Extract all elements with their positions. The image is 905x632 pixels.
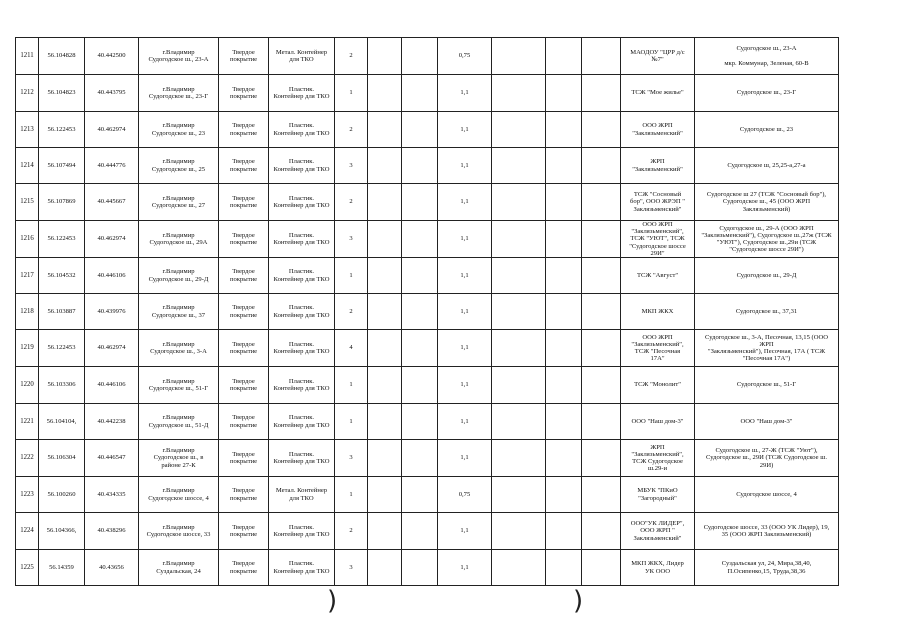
cell-empty-col-8	[368, 513, 402, 550]
cell-row-number: 1212	[16, 75, 39, 112]
cell-responsible-organization: МКП ЖКХ	[621, 294, 695, 330]
cell-empty-col-12	[546, 148, 582, 184]
cell-empty-col-13	[582, 367, 621, 404]
cell-row-number: 1223	[16, 477, 39, 513]
cell-address: г.Владимир Судогодское ш., 29-Д	[139, 258, 219, 294]
cell-longitude: 40.43656	[85, 550, 139, 586]
cell-served-addresses: Судогодское шоссе, 33 (ООО УК Лидер), 19, 35 (ООО ЖРП Заклязьменский)	[695, 513, 839, 550]
cell-responsible-organization: ТСЖ "Мое жилье"	[621, 75, 695, 112]
cell-address: г.Владимир Судогодское ш., 23-А	[139, 38, 219, 75]
cell-empty-col-12	[546, 513, 582, 550]
cell-empty-col-8	[368, 38, 402, 75]
cell-longitude: 40.445667	[85, 184, 139, 221]
cell-responsible-organization: ЖРП "Заклязьменский"	[621, 148, 695, 184]
cell-empty-col-11	[492, 112, 546, 148]
cell-responsible-organization: ООО ЖРП "Заклязьменский", ТСЖ "Песочная 17А"	[621, 330, 695, 367]
cell-container-volume: 1,1	[438, 367, 492, 404]
cell-address: г.Владимир Судогодское шоссе, 33	[139, 513, 219, 550]
cell-longitude: 40.462974	[85, 221, 139, 258]
cell-latitude: 56.104104,	[39, 404, 85, 440]
cell-address: г.Владимир Судогодское ш., в районе 27-К	[139, 440, 219, 477]
cell-container-type: Метал. Контейнер для ТКО	[269, 477, 335, 513]
cell-surface-type: Твердое покрытие	[219, 550, 269, 586]
cell-empty-col-8	[368, 258, 402, 294]
cell-empty-col-11	[492, 477, 546, 513]
cell-empty-col-12	[546, 477, 582, 513]
cell-longitude: 40.446106	[85, 258, 139, 294]
cell-latitude: 56.104366,	[39, 513, 85, 550]
cell-longitude: 40.442500	[85, 38, 139, 75]
cell-empty-col-11	[492, 550, 546, 586]
table-row	[16, 330, 839, 367]
cell-longitude: 40.442238	[85, 404, 139, 440]
cell-container-count: 1	[335, 75, 368, 112]
cell-container-count: 1	[335, 367, 368, 404]
cell-container-type: Пластик. Контейнер для ТКО	[269, 330, 335, 367]
page-mark-right: )	[573, 586, 584, 616]
cell-container-count: 3	[335, 440, 368, 477]
cell-container-type: Пластик. Контейнер для ТКО	[269, 184, 335, 221]
cell-row-number: 1219	[16, 330, 39, 367]
cell-empty-col-9	[402, 258, 438, 294]
cell-latitude: 56.122453	[39, 330, 85, 367]
cell-served-addresses: Судогодское ш., 23-Г	[695, 75, 839, 112]
cell-container-count: 2	[335, 112, 368, 148]
cell-address: г.Владимир Судогодское ш., 27	[139, 184, 219, 221]
cell-surface-type: Твердое покрытие	[219, 404, 269, 440]
cell-container-count: 3	[335, 221, 368, 258]
cell-latitude: 56.104532	[39, 258, 85, 294]
cell-empty-col-12	[546, 294, 582, 330]
cell-longitude: 40.446547	[85, 440, 139, 477]
cell-empty-col-12	[546, 112, 582, 148]
cell-empty-col-12	[546, 258, 582, 294]
cell-container-type: Пластик. Контейнер для ТКО	[269, 221, 335, 258]
cell-served-addresses: ООО "Наш дом-3"	[695, 404, 839, 440]
cell-container-count: 1	[335, 477, 368, 513]
cell-empty-col-13	[582, 184, 621, 221]
cell-empty-col-12	[546, 404, 582, 440]
cell-container-count: 2	[335, 513, 368, 550]
cell-served-addresses: Судогодское ш., 29-Д	[695, 258, 839, 294]
table-row	[16, 367, 839, 404]
cell-responsible-organization: ТСЖ "Сосновый бор", ООО ЖРЭП " Заклязьменский"	[621, 184, 695, 221]
cell-empty-col-9	[402, 184, 438, 221]
cell-empty-col-12	[546, 367, 582, 404]
cell-surface-type: Твердое покрытие	[219, 112, 269, 148]
cell-responsible-organization: ООО "Наш дом-3"	[621, 404, 695, 440]
cell-empty-col-12	[546, 330, 582, 367]
cell-empty-col-11	[492, 294, 546, 330]
table-row	[16, 38, 839, 75]
cell-address: г.Владимир Судогодское шоссе, 4	[139, 477, 219, 513]
cell-container-type: Пластик. Контейнер для ТКО	[269, 440, 335, 477]
cell-container-volume: 1,1	[438, 112, 492, 148]
cell-empty-col-9	[402, 367, 438, 404]
cell-latitude: 56.107869	[39, 184, 85, 221]
cell-empty-col-11	[492, 221, 546, 258]
cell-address: г.Владимир Судогодское ш., 29А	[139, 221, 219, 258]
cell-latitude: 56.100260	[39, 477, 85, 513]
cell-surface-type: Твердое покрытие	[219, 330, 269, 367]
cell-row-number: 1221	[16, 404, 39, 440]
cell-served-addresses: Судогодское шоссе, 4	[695, 477, 839, 513]
cell-empty-col-11	[492, 404, 546, 440]
cell-empty-col-8	[368, 75, 402, 112]
cell-container-volume: 1,1	[438, 330, 492, 367]
cell-empty-col-12	[546, 550, 582, 586]
cell-empty-col-12	[546, 221, 582, 258]
cell-empty-col-11	[492, 184, 546, 221]
cell-empty-col-13	[582, 221, 621, 258]
cell-longitude: 40.446106	[85, 367, 139, 404]
cell-empty-col-11	[492, 258, 546, 294]
cell-surface-type: Твердое покрытие	[219, 221, 269, 258]
cell-container-volume: 1,1	[438, 258, 492, 294]
cell-empty-col-13	[582, 477, 621, 513]
cell-latitude: 56.106304	[39, 440, 85, 477]
cell-surface-type: Твердое покрытие	[219, 367, 269, 404]
cell-container-volume: 1,1	[438, 184, 492, 221]
cell-empty-col-11	[492, 38, 546, 75]
cell-empty-col-9	[402, 221, 438, 258]
cell-surface-type: Твердое покрытие	[219, 258, 269, 294]
cell-container-count: 1	[335, 258, 368, 294]
cell-empty-col-13	[582, 38, 621, 75]
cell-address: г.Владимир Судогодское ш., 51-Г	[139, 367, 219, 404]
cell-empty-col-9	[402, 440, 438, 477]
table-row	[16, 221, 839, 258]
cell-empty-col-13	[582, 294, 621, 330]
cell-container-count: 2	[335, 294, 368, 330]
cell-latitude: 56.103887	[39, 294, 85, 330]
table-row	[16, 112, 839, 148]
cell-latitude: 56.122453	[39, 221, 85, 258]
cell-empty-col-9	[402, 112, 438, 148]
cell-row-number: 1215	[16, 184, 39, 221]
cell-responsible-organization: МАОДОУ "ЦРР д/с №7"	[621, 38, 695, 75]
cell-row-number: 1214	[16, 148, 39, 184]
cell-container-type: Пластик. Контейнер для ТКО	[269, 148, 335, 184]
cell-empty-col-9	[402, 477, 438, 513]
cell-surface-type: Твердое покрытие	[219, 148, 269, 184]
cell-empty-col-8	[368, 221, 402, 258]
cell-container-volume: 1,1	[438, 440, 492, 477]
cell-responsible-organization: ООО ЖРП "Заклязьменский", ТСЖ "УЮТ", ТСЖ "Судогодское шоссе 29И"	[621, 221, 695, 258]
cell-empty-col-13	[582, 440, 621, 477]
cell-container-type: Метал. Контейнер для ТКО	[269, 38, 335, 75]
cell-container-volume: 1,1	[438, 550, 492, 586]
cell-container-type: Пластик. Контейнер для ТКО	[269, 404, 335, 440]
cell-served-addresses: Судогодское ш, 25,25-а,27-а	[695, 148, 839, 184]
cell-container-volume: 1,1	[438, 148, 492, 184]
cell-longitude: 40.444776	[85, 148, 139, 184]
table-row	[16, 513, 839, 550]
cell-empty-col-8	[368, 440, 402, 477]
cell-served-addresses: Судогодское ш., 29-А (ООО ЖРП "Заклязьменский"), Судогодское ш.,27ж (ТСЖ "УЮТ"), Судогодское ш.,29и (ТСЖ "Судогодское шоссе 29И")	[695, 221, 839, 258]
cell-row-number: 1213	[16, 112, 39, 148]
cell-surface-type: Твердое покрытие	[219, 75, 269, 112]
cell-empty-col-12	[546, 75, 582, 112]
cell-empty-col-9	[402, 330, 438, 367]
cell-empty-col-11	[492, 75, 546, 112]
cell-empty-col-8	[368, 404, 402, 440]
cell-row-number: 1225	[16, 550, 39, 586]
table-row	[16, 184, 839, 221]
cell-empty-col-8	[368, 184, 402, 221]
table-row	[16, 258, 839, 294]
cell-empty-col-12	[546, 440, 582, 477]
table-row	[16, 294, 839, 330]
cell-address: г.Владимир Судогодское ш., 23	[139, 112, 219, 148]
cell-empty-col-8	[368, 330, 402, 367]
cell-address: г.Владимир Судогодское ш., 37	[139, 294, 219, 330]
cell-surface-type: Твердое покрытие	[219, 440, 269, 477]
cell-empty-col-13	[582, 513, 621, 550]
table-row	[16, 75, 839, 112]
cell-served-addresses: Судогодское ш., 23	[695, 112, 839, 148]
cell-empty-col-13	[582, 330, 621, 367]
cell-surface-type: Твердое покрытие	[219, 184, 269, 221]
cell-empty-col-9	[402, 513, 438, 550]
table-row	[16, 550, 839, 586]
cell-empty-col-11	[492, 330, 546, 367]
cell-longitude: 40.434335	[85, 477, 139, 513]
cell-empty-col-8	[368, 148, 402, 184]
cell-surface-type: Твердое покрытие	[219, 477, 269, 513]
cell-container-type: Пластик. Контейнер для ТКО	[269, 294, 335, 330]
cell-empty-col-8	[368, 477, 402, 513]
cell-address: г.Владимир Судогодское ш., 51-Д	[139, 404, 219, 440]
cell-served-addresses: Судогодское ш., 3-А, Песочная, 13,15 (ООО ЖРП "Заклязьменский"), Песочная, 17А ( ТСЖ "Песочная 17А")	[695, 330, 839, 367]
cell-container-type: Пластик. Контейнер для ТКО	[269, 367, 335, 404]
cell-container-count: 1	[335, 404, 368, 440]
cell-empty-col-13	[582, 112, 621, 148]
cell-container-type: Пластик. Контейнер для ТКО	[269, 550, 335, 586]
cell-row-number: 1211	[16, 38, 39, 75]
cell-empty-col-9	[402, 404, 438, 440]
cell-empty-col-8	[368, 367, 402, 404]
cell-container-type: Пластик. Контейнер для ТКО	[269, 258, 335, 294]
cell-container-type: Пластик. Контейнер для ТКО	[269, 513, 335, 550]
cell-served-addresses: Суздальская ул, 24, Мира,38,40, П.Осипенко,15, Труда,38,36	[695, 550, 839, 586]
cell-empty-col-9	[402, 294, 438, 330]
cell-empty-col-13	[582, 258, 621, 294]
table-row	[16, 440, 839, 477]
cell-served-addresses: Судогодское ш., 27-Ж (ТСЖ "Уют"), Судогодское ш., 29И (ТСЖ Судогодское ш. 29И)	[695, 440, 839, 477]
cell-empty-col-11	[492, 148, 546, 184]
cell-container-volume: 1,1	[438, 294, 492, 330]
cell-container-volume: 1,1	[438, 404, 492, 440]
cell-latitude: 56.107494	[39, 148, 85, 184]
cell-longitude: 40.439976	[85, 294, 139, 330]
cell-served-addresses: Судогодское ш., 37,31	[695, 294, 839, 330]
cell-row-number: 1220	[16, 367, 39, 404]
cell-longitude: 40.443795	[85, 75, 139, 112]
cell-empty-col-8	[368, 294, 402, 330]
cell-responsible-organization: МБУК "ПКиО "Загородный"	[621, 477, 695, 513]
cell-empty-col-11	[492, 440, 546, 477]
cell-latitude: 56.122453	[39, 112, 85, 148]
cell-address: г.Владимир Суздальская, 24	[139, 550, 219, 586]
cell-container-volume: 1,1	[438, 513, 492, 550]
cell-served-addresses: Судогодское ш., 23-А мкр. Коммунар, Зеленая, 60-В	[695, 38, 839, 75]
cell-latitude: 56.103306	[39, 367, 85, 404]
cell-container-type: Пластик. Контейнер для ТКО	[269, 75, 335, 112]
cell-responsible-organization: МКП ЖКХ, Лидер УК ООО	[621, 550, 695, 586]
cell-served-addresses: Судогодское ш., 51-Г	[695, 367, 839, 404]
cell-empty-col-12	[546, 184, 582, 221]
table-row	[16, 148, 839, 184]
cell-empty-col-13	[582, 75, 621, 112]
cell-empty-col-13	[582, 148, 621, 184]
cell-latitude: 56.104828	[39, 38, 85, 75]
cell-longitude: 40.462974	[85, 112, 139, 148]
cell-container-count: 3	[335, 148, 368, 184]
cell-empty-col-13	[582, 550, 621, 586]
cell-row-number: 1218	[16, 294, 39, 330]
cell-row-number: 1222	[16, 440, 39, 477]
cell-empty-col-9	[402, 550, 438, 586]
cell-empty-col-9	[402, 38, 438, 75]
cell-row-number: 1216	[16, 221, 39, 258]
cell-row-number: 1224	[16, 513, 39, 550]
cell-empty-col-13	[582, 404, 621, 440]
cell-responsible-organization: ТСЖ "Монолит"	[621, 367, 695, 404]
cell-latitude: 56.14359	[39, 550, 85, 586]
cell-address: г.Владимир Судогодское ш., 25	[139, 148, 219, 184]
cell-address: г.Владимир Судогодское ш., 23-Г	[139, 75, 219, 112]
cell-longitude: 40.462974	[85, 330, 139, 367]
cell-empty-col-11	[492, 367, 546, 404]
cell-longitude: 40.438296	[85, 513, 139, 550]
cell-served-addresses: Судогодское ш 27 (ТСЖ "Сосновый бор"), Судогодское ш., 45 (ООО ЖРП Заклязьменский)	[695, 184, 839, 221]
page-mark-left: )	[327, 586, 338, 616]
cell-empty-col-9	[402, 148, 438, 184]
cell-container-count: 2	[335, 184, 368, 221]
cell-responsible-organization: ТСЖ "Август"	[621, 258, 695, 294]
cell-surface-type: Твердое покрытие	[219, 294, 269, 330]
cell-empty-col-8	[368, 550, 402, 586]
document-sheet	[15, 37, 839, 586]
cell-empty-col-11	[492, 513, 546, 550]
cell-address: г.Владимир Судогодское ш., 3-А	[139, 330, 219, 367]
cell-empty-col-8	[368, 112, 402, 148]
cell-container-volume: 1,1	[438, 75, 492, 112]
table-row	[16, 477, 839, 513]
cell-container-type: Пластик. Контейнер для ТКО	[269, 112, 335, 148]
cell-container-volume: 0,75	[438, 38, 492, 75]
cell-surface-type: Твердое покрытие	[219, 38, 269, 75]
cell-latitude: 56.104823	[39, 75, 85, 112]
cell-row-number: 1217	[16, 258, 39, 294]
waste-sites-table	[15, 37, 839, 586]
cell-responsible-organization: ООО ЖРП "Заклязьменский"	[621, 112, 695, 148]
cell-container-count: 4	[335, 330, 368, 367]
cell-surface-type: Твердое покрытие	[219, 513, 269, 550]
table-row	[16, 404, 839, 440]
cell-container-volume: 1,1	[438, 221, 492, 258]
cell-responsible-organization: ООО"УК ЛИДЕР", ООО ЖРП " Заклязьменский"	[621, 513, 695, 550]
cell-empty-col-9	[402, 75, 438, 112]
cell-container-count: 2	[335, 38, 368, 75]
cell-responsible-organization: ЖРП "Заклязьменский", ТСЖ Судогодское ш.29-и	[621, 440, 695, 477]
cell-container-volume: 0,75	[438, 477, 492, 513]
cell-empty-col-12	[546, 38, 582, 75]
cell-container-count: 3	[335, 550, 368, 586]
